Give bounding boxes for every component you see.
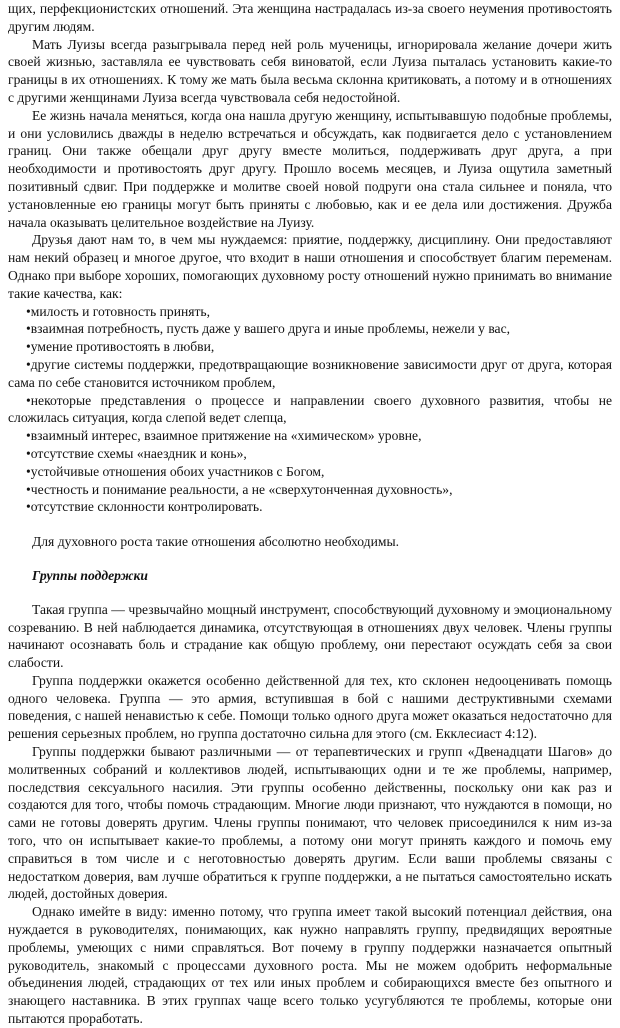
qualities-list — [8, 303, 612, 517]
list-item: •милость и готовность принять, — [26, 303, 211, 319]
bullet-glyph: • — [26, 481, 31, 497]
paragraph-louise-change: Ее жизнь начала меняться, когда она нашла другую женщину, испытывавшую подобные проблемы, и они условились дважды в неделю встречаться и обсуждать, как подвигается дело с установлением границ. Они также обещали друг другу вместе молиться, поддерживать друг друга, а при необходимости и противостоять друг другу. Прошло восемь месяцев, и Луиза ощутила заметный позитивный сдвиг. При поддержке и молитве своей новой подруги она стала сильнее и поняла, что установленные ею границы могут быть приняты с любовью, как и ее дела или достижения. Дружба начала оказывать целительное воздействие на Луизу. — [8, 107, 612, 230]
paragraph-continuation: щих, перфекционистских отношений. Эта женщина настрадалась из-за своего неумения противостоять другим людям. — [8, 1, 612, 34]
paragraph-louise-mother: Мать Луизы всегда разыгрывала перед ней роль мученицы, игнорировала желание дочери жить своей жизнью, заставляла ее чувствовать себя виноватой, если Луиза пыталась установить какие-то границы в их отношениях. К тому же мать была весьма склонна критиковать, а потому и в отношениях с другими женщинами Луиза всегда чувствовала себя недостойной. — [8, 36, 612, 105]
spacer — [8, 551, 612, 567]
list-item: •отсутствие склонности контролировать. — [26, 499, 263, 515]
spacer — [8, 516, 612, 533]
paragraph-conclusion: Для духовного роста такие отношения абсолютно необходимы. — [32, 534, 399, 550]
list-item: •отсутствие схемы «наездник и конь», — [26, 445, 247, 461]
list-item: •устойчивые отношения обоих участников с Богом, — [26, 463, 325, 479]
bullet-glyph: • — [26, 463, 31, 479]
bullet-glyph: • — [26, 356, 31, 372]
list-item: •взаимный интерес, взаимное притяжение на «химическом» уровне, — [26, 428, 422, 444]
list-item: •умение противостоять в любви, — [26, 339, 215, 355]
paragraph-group-effective: Группа поддержки окажется особенно действенной для тех, кто склонен недооценивать помощь одного человека. Группа — это армия, вступившая в бой с нашими деструктивными схемами поведения, с нашей ненавистью к себе. Помощи только одного друга может оказаться недостаточно для решения серьезных проблем, но группа достаточно сильна для этого (см. Екклесиаст 4:12). — [8, 672, 612, 742]
book-page — [8, 0, 612, 1028]
paragraph-group-types: Группы поддержки бывают различными — от терапевтических и групп «Двенадцати Шагов» до молитвенных собраний и коллективов людей, испытывающих одни и те же проблемы, например, последствия сексуального насилия. Эти группы особенно действенны, поскольку они как раз и создаются для того, чтобы помочь страдающим. Многие люди признают, что нуждаются в помощи, но сами не готовы доверять другим. Члены группы понимают, что человек присоединился к ним из-за того, что он испытывает какие-то проблемы, а потому они могут принять каждого и помочь ему справиться в том числе и с неготовностью доверять другим. Если ваши проблемы связаны с недостатком доверия, вам лучше обратиться к группе поддержки, а не пытаться самостоятельно искать людей, достойных доверия. — [8, 744, 612, 902]
bullet-glyph: • — [26, 303, 31, 319]
bullet-glyph: • — [26, 445, 31, 461]
paragraph-friends: Друзья дают нам то, в чем мы нуждаемся: приятие, поддержку, дисциплину. Они предоставляют нам некий образец и многое другое, что входит в наши отношения и способствует благим переменам. Однако при выборе хороших, помогающих духовному росту отношений нужно принимать во внимание такие качества, как: — [8, 232, 612, 301]
paragraph-group-intro: Такая группа — чрезвычайно мощный инструмент, способствующий духовному и эмоциональному созреванию. В ней наблюдается динамика, отсутствующая в отношениях двух человек. Члены группы начинают осознавать боль и страдание как общую проблему, они перестают осуждать себя за свои слабости. — [8, 601, 612, 671]
paragraph-group-leaders: Однако имейте в виду: именно потому, что группа имеет такой высокий потенциал действия, она нуждается в руководителях, понимающих, как нужно направлять группу, предвидящих вероятные проблемы, умеющих с ними справляться. Вот почему в группу поддержки назначается опытный руководитель, знакомый с процессами духовного роста. Мы не можем одобрить неформальные объединения людей, страдающих от тех или иных проблем и собирающихся вместе без опытного и знающего наставника. В этих группах чаще всего только усугубляются те проблемы, которые они пытаются проработать. — [8, 904, 612, 1027]
spacer — [8, 585, 612, 601]
bullet-glyph: • — [26, 321, 31, 337]
list-item: •честность и понимание реальности, а не «сверхутонченная духовность», — [26, 481, 453, 497]
list-item: •взаимная потребность, пусть даже у вашего друга и иные проблемы, нежели у вас, — [26, 321, 511, 337]
bullet-glyph: • — [26, 499, 31, 515]
bullet-glyph: • — [26, 392, 31, 408]
section-heading: Группы поддержки — [32, 567, 148, 583]
list-item: •некоторые представления о процессе и направлении своего духовного развития, чтобы не сложилась ситуация, когда слепой ведет слепца, — [8, 392, 612, 426]
bullet-glyph: • — [26, 428, 31, 444]
bullet-glyph: • — [26, 339, 31, 355]
list-item: •другие системы поддержки, предотвращающие возникновение зависимости друг от друга, которая сама по себе становится источником проблем, — [8, 356, 612, 390]
